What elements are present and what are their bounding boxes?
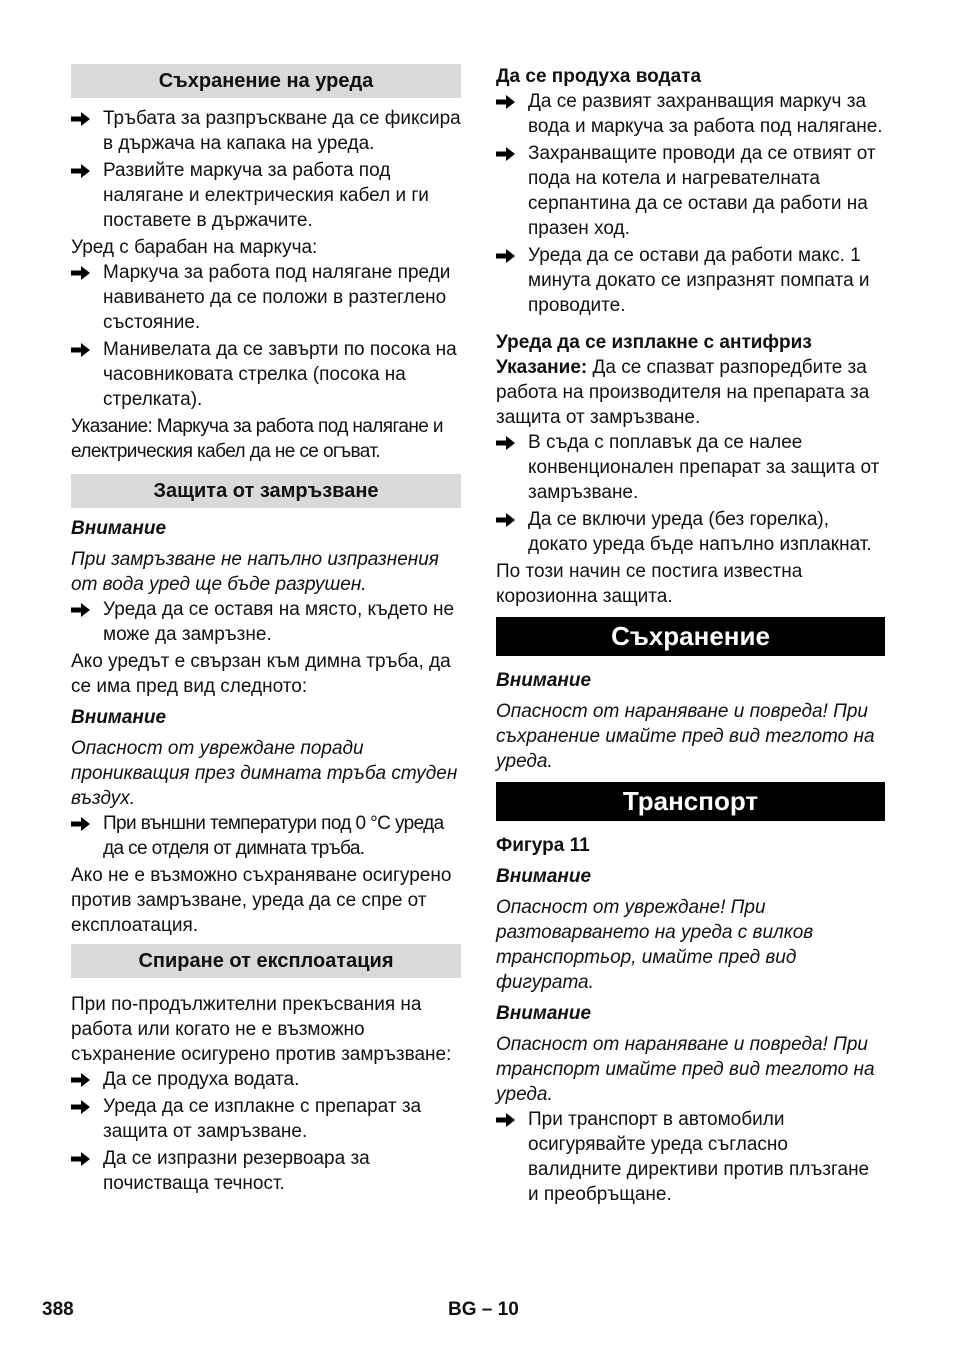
warning-text: Опасност от увреждане поради проникващия през димната тръба студен въздух. xyxy=(71,738,458,809)
list-item: В съда с поплавък да се налее конвенционален препарат за защита от замръзване. xyxy=(496,430,885,505)
section-heading-decommission: Спиране от експлоатация xyxy=(71,944,461,978)
arrow-right-icon xyxy=(496,1107,520,1132)
right-column xyxy=(496,64,885,1209)
list-item: При транспорт в автомобили осигурявайте уреда съгласно валидните директиви против плъзгане и преобръщане. xyxy=(496,1107,885,1207)
chimney-intro: Ако уредът е свързан към димна тръба, да се има пред вид следното: xyxy=(71,651,451,697)
page-code: BG – 10 xyxy=(448,1299,519,1320)
arrow-right-icon xyxy=(71,1146,95,1171)
arrow-right-icon xyxy=(71,1094,95,1119)
section-heading-transport: Транспорт xyxy=(496,782,885,821)
arrow-right-icon xyxy=(71,158,95,183)
note-text: Указание: Маркуча за работа под налягане и електрическия кабел да не се огъват. xyxy=(71,416,443,462)
warning-label: Внимание xyxy=(496,866,592,887)
arrow-right-icon xyxy=(71,597,95,622)
drum-intro: Уред с барабан на маркуча: xyxy=(71,237,318,258)
arrow-right-icon xyxy=(71,106,95,131)
page-number: 388 xyxy=(42,1299,74,1320)
section-heading-storage: Съхранение xyxy=(496,617,885,656)
list-item: Маркуча за работа под налягане преди навиването да се положи в разтеглено състояние. xyxy=(71,260,461,335)
arrow-right-icon xyxy=(71,337,95,362)
warning-text: Опасност от нараняване и повреда! При транспорт имайте пред вид теглото на уреда. xyxy=(496,1034,875,1105)
arrow-right-icon xyxy=(496,141,520,166)
warning-label: Внимание xyxy=(71,518,167,539)
note-label: Указание: xyxy=(496,357,588,378)
subheading-blow-water: Да се продуха водата xyxy=(496,66,702,87)
arrow-right-icon xyxy=(71,260,95,285)
list-item: Захранващите проводи да се отвият от пода на котела и нагревателната серпантина да се остави да работи на празен ход. xyxy=(496,141,885,241)
list-item: Да се изпразни резервоара за почистваща течност. xyxy=(71,1146,461,1196)
warning-text: При замръзване не напълно изпразнения от вода уред ще бъде разрушен. xyxy=(71,549,439,595)
rinse-paragraph: По този начин се постига известна корозионна защита. xyxy=(496,561,803,607)
warning-text: Опасност от увреждане! При разтоварването на уреда с вилков транспортьор, имайте пред вид фигурата. xyxy=(496,897,814,993)
decommission-intro: При по-продължителни прекъсвания на работа или когато не е възможно съхранение осигурено против замръзване: xyxy=(71,994,452,1065)
figure-label: Фигура 11 xyxy=(496,835,590,856)
arrow-right-icon xyxy=(496,507,520,532)
list-item: Да се продуха водата. xyxy=(71,1067,461,1092)
list-item: Уреда да се остави да работи макс. 1 минута докато се изпразнят помпата и проводите. xyxy=(496,243,885,318)
left-column xyxy=(71,64,461,1198)
list-item: Уреда да се изплакне с препарат за защита от замръзване. xyxy=(71,1094,461,1144)
list-item: Да се развият захранващия маркуч за вода и маркуча за работа под налягане. xyxy=(496,89,885,139)
arrow-right-icon xyxy=(496,89,520,114)
arrow-right-icon xyxy=(71,811,95,836)
section-heading-frost: Защита от замръзване xyxy=(71,474,461,508)
list-item: При външни температури под 0 °C уреда да се отделя от димната тръба. xyxy=(71,811,461,861)
list-item: Манивелата да се завърти по посока на часовниковата стрелка (посока на стрелката). xyxy=(71,337,461,412)
warning-label: Внимание xyxy=(496,1003,592,1024)
list-item: Развийте маркуча за работа под налягане и електрическия кабел и ги поставете в държачите. xyxy=(71,158,461,233)
rinse-note: Указание: Да се спазват разпоредбите за работа на производителя на препарата за защита от замръзване. xyxy=(496,357,870,428)
list-item: Да се включи уреда (без горелка), докато уреда бъде напълно изплакнат. xyxy=(496,507,885,557)
warning-label: Внимание xyxy=(496,670,592,691)
frost-paragraph: Ако не е възможно съхраняване осигурено против замръзване, уреда да се спре от експлоатация. xyxy=(71,865,452,936)
list-item: Тръбата за разпръскване да се фиксира в държача на капака на уреда. xyxy=(71,106,461,156)
subheading-antifreeze: Уреда да се изплакне с антифриз xyxy=(496,332,812,353)
list-item: Уреда да се оставя на място, където не може да замръзне. xyxy=(71,597,461,647)
arrow-right-icon xyxy=(496,243,520,268)
arrow-right-icon xyxy=(496,430,520,455)
warning-label: Внимание xyxy=(71,707,167,728)
section-heading-unit-storage: Съхранение на уреда xyxy=(71,64,461,98)
arrow-right-icon xyxy=(71,1067,95,1092)
warning-text: Опасност от нараняване и повреда! При съхранение имайте пред вид теглото на уреда. xyxy=(496,701,875,772)
